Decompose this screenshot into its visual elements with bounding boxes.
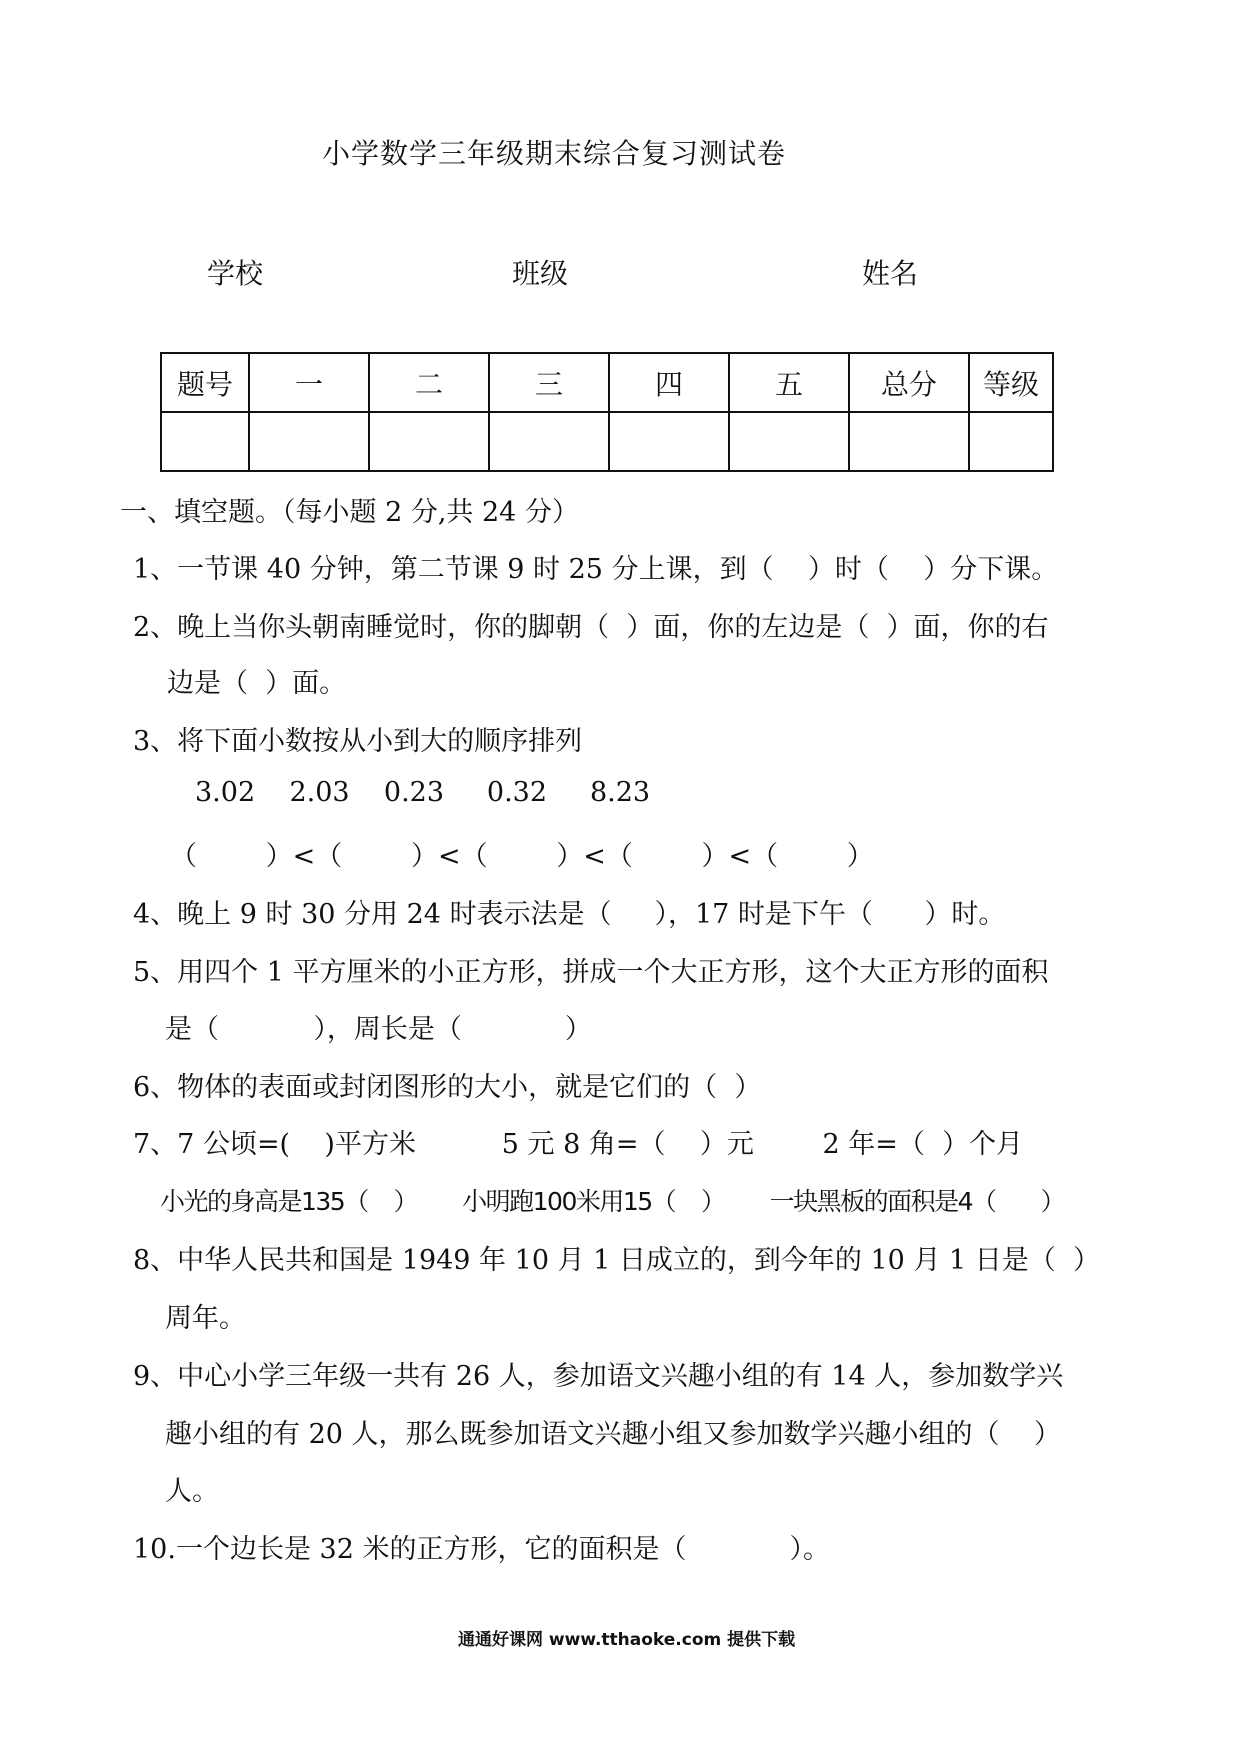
score-entry-cell[interactable] (161, 412, 249, 471)
question-5-continued: 是（ ），周长是（ ） (165, 1014, 592, 1045)
school-label: 学校 (207, 257, 264, 290)
score-header-cell: 三 (489, 353, 609, 412)
question-1: 1、一节课 40 分钟，第二节课 9 时 25 分上课，到（ ）时（ ）分下课。 (133, 554, 1059, 585)
question-7: 7、7 公顷=( )平方米 5 元 8 角=（ ）元 2 年=（ ）个月 (133, 1129, 1024, 1160)
question-2-continued: 边是（ ）面。 (167, 668, 347, 699)
score-entry-cell[interactable] (969, 412, 1053, 471)
score-entry-cell[interactable] (369, 412, 489, 471)
question-2: 2、晚上当你头朝南睡觉时，你的脚朝（ ）面，你的左边是（ ）面，你的右 (133, 612, 1049, 643)
score-header-cell: 等级 (969, 353, 1053, 412)
score-header-cell: 二 (369, 353, 489, 412)
question-4: 4、晚上 9 时 30 分用 24 时表示法是（ ），17 时是下午（ ）时。 (133, 899, 1006, 930)
question-3: 3、将下面小数按从小到大的顺序排列 (133, 726, 583, 757)
score-header-cell: 一 (249, 353, 369, 412)
score-entry-cell[interactable] (849, 412, 969, 471)
section-heading: 一、填空题。（每小题 2 分,共 24 分） (120, 497, 579, 528)
question-7-units: 小光的身高是135（ ） 小明跑100米用15（ ） 一块黑板的面积是4（ ） (160, 1187, 1065, 1216)
score-entry-cell[interactable] (729, 412, 849, 471)
score-header-cell: 四 (609, 353, 729, 412)
score-entry-cell[interactable] (609, 412, 729, 471)
question-9-end: 人。 (165, 1476, 219, 1507)
question-9: 9、中心小学三年级一共有 26 人，参加语文兴趣小组的有 14 人，参加数学兴 (133, 1361, 1064, 1392)
class-label: 班级 (512, 257, 569, 290)
score-header-cell: 总分 (849, 353, 969, 412)
score-entry-cell[interactable] (489, 412, 609, 471)
question-10: 10.一个边长是 32 米的正方形，它的面积是（ ）。 (133, 1534, 830, 1565)
question-3-blanks: （ ）<（ ）<（ ）<（ ）<（ ） (170, 841, 874, 872)
score-table-entry-row (161, 412, 1053, 471)
score-entry-cell[interactable] (249, 412, 369, 471)
question-8: 8、中华人民共和国是 1949 年 10 月 1 日成立的，到今年的 10 月 1 日是（ ） (133, 1245, 1100, 1276)
question-5: 5、用四个 1 平方厘米的小正方形，拼成一个大正方形，这个大正方形的面积 (133, 957, 1049, 988)
score-table (160, 352, 1054, 472)
question-8-continued: 周年。 (165, 1303, 246, 1334)
score-table-header-row (161, 353, 1053, 412)
score-header-cell: 题号 (161, 353, 249, 412)
page-title: 小学数学三年级期末综合复习测试卷 (322, 137, 787, 170)
score-header-cell: 五 (729, 353, 849, 412)
name-label: 姓名 (862, 257, 919, 290)
question-3-numbers: 3.02 2.03 0.23 0.32 8.23 (195, 777, 651, 808)
question-6: 6、物体的表面或封闭图形的大小，就是它们的（ ） (133, 1072, 762, 1103)
question-9-continued: 趣小组的有 20 人，那么既参加语文兴趣小组又参加数学兴趣小组的（ ） (165, 1419, 1061, 1450)
footer-credit: 通通好课网 www.tthaoke.com 提供下载 (458, 1630, 796, 1650)
